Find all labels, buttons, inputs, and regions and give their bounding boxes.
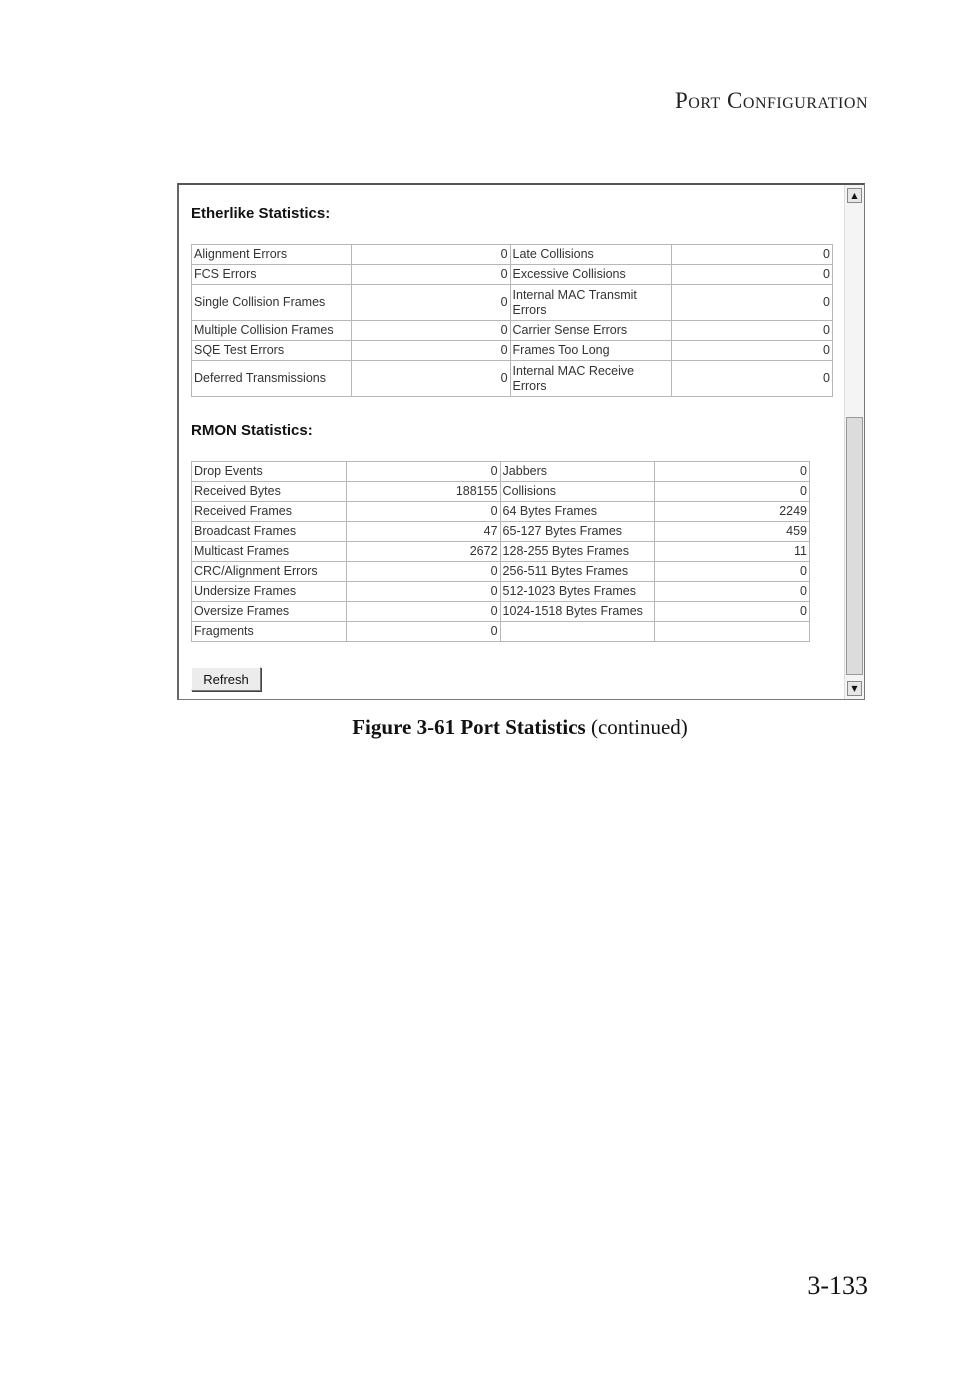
stat-label <box>500 622 655 642</box>
stat-label: Multicast Frames <box>192 542 347 562</box>
stat-label: Excessive Collisions <box>510 265 672 285</box>
stat-label: Deferred Transmissions <box>192 361 352 397</box>
page-number: 3-133 <box>807 1271 868 1300</box>
stat-value: 2249 <box>655 502 810 522</box>
stat-value: 0 <box>672 321 833 341</box>
stat-label: Received Bytes <box>192 482 347 502</box>
stat-value: 0 <box>346 462 500 482</box>
stat-label: Carrier Sense Errors <box>510 321 672 341</box>
stat-value <box>655 622 810 642</box>
stat-label: Internal MAC Transmit Errors <box>510 285 672 321</box>
statistics-content <box>191 185 842 699</box>
stat-value: 0 <box>655 482 810 502</box>
stat-value: 0 <box>346 582 500 602</box>
stat-value: 188155 <box>346 482 500 502</box>
table-row <box>192 622 810 642</box>
stat-label: 65-127 Bytes Frames <box>500 522 655 542</box>
stat-label: Single Collision Frames <box>192 285 352 321</box>
table-row <box>192 602 810 622</box>
table-row <box>192 265 833 285</box>
caption-title: Figure 3-61 Port Statistics <box>352 715 586 739</box>
stat-label: Oversize Frames <box>192 602 347 622</box>
table-row <box>192 341 833 361</box>
scroll-down-arrow-icon[interactable]: ▼ <box>847 681 862 696</box>
stat-value: 2672 <box>346 542 500 562</box>
stat-label: Broadcast Frames <box>192 522 347 542</box>
stat-value: 0 <box>346 562 500 582</box>
stat-label: 256-511 Bytes Frames <box>500 562 655 582</box>
table-row <box>192 502 810 522</box>
stat-value: 0 <box>655 602 810 622</box>
stat-value: 0 <box>351 361 510 397</box>
stat-label: Fragments <box>192 622 347 642</box>
vertical-scrollbar[interactable] <box>844 185 864 699</box>
stat-label: FCS Errors <box>192 265 352 285</box>
table-row <box>192 582 810 602</box>
stat-value: 0 <box>672 245 833 265</box>
table-row <box>192 285 833 321</box>
stat-label: Collisions <box>500 482 655 502</box>
table-row <box>192 321 833 341</box>
stat-value: 0 <box>655 462 810 482</box>
stat-value: 0 <box>672 285 833 321</box>
table-row <box>192 482 810 502</box>
stat-value: 0 <box>655 562 810 582</box>
caption-note: (continued) <box>590 715 688 739</box>
stat-label: 128-255 Bytes Frames <box>500 542 655 562</box>
stat-label: Undersize Frames <box>192 582 347 602</box>
figure-caption <box>0 715 954 740</box>
scroll-thumb[interactable] <box>846 417 863 675</box>
table-row <box>192 562 810 582</box>
stat-label: SQE Test Errors <box>192 341 352 361</box>
stat-value: 0 <box>351 285 510 321</box>
table-row <box>192 522 810 542</box>
etherlike-table <box>191 244 833 397</box>
stat-value: 0 <box>351 265 510 285</box>
etherlike-title: Etherlike Statistics: <box>191 205 331 222</box>
stat-value: 47 <box>346 522 500 542</box>
rmon-title: RMON Statistics: <box>191 422 313 439</box>
table-row <box>192 245 833 265</box>
stat-label: CRC/Alignment Errors <box>192 562 347 582</box>
stat-value: 459 <box>655 522 810 542</box>
stat-label: Multiple Collision Frames <box>192 321 352 341</box>
stat-value: 0 <box>672 341 833 361</box>
stat-value: 0 <box>351 321 510 341</box>
stat-value: 0 <box>351 341 510 361</box>
rmon-table <box>191 461 810 642</box>
stat-value: 11 <box>655 542 810 562</box>
running-head: Port Configuration <box>674 88 868 113</box>
stat-label: Frames Too Long <box>510 341 672 361</box>
stat-value: 0 <box>346 622 500 642</box>
stat-label: Jabbers <box>500 462 655 482</box>
scroll-up-arrow-icon[interactable]: ▲ <box>847 188 862 203</box>
stat-label: 64 Bytes Frames <box>500 502 655 522</box>
table-row <box>192 361 833 397</box>
stat-label: Drop Events <box>192 462 347 482</box>
browser-frame <box>177 183 865 700</box>
stat-label: Late Collisions <box>510 245 672 265</box>
stat-value: 0 <box>655 582 810 602</box>
stat-label: Received Frames <box>192 502 347 522</box>
stat-label: Internal MAC Receive Errors <box>510 361 672 397</box>
table-row <box>192 462 810 482</box>
stat-label: 1024-1518 Bytes Frames <box>500 602 655 622</box>
table-row <box>192 542 810 562</box>
stat-value: 0 <box>346 502 500 522</box>
stat-label: 512-1023 Bytes Frames <box>500 582 655 602</box>
refresh-button[interactable]: Refresh <box>191 667 261 691</box>
stat-value: 0 <box>351 245 510 265</box>
stat-value: 0 <box>672 361 833 397</box>
stat-value: 0 <box>346 602 500 622</box>
stat-label: Alignment Errors <box>192 245 352 265</box>
stat-value: 0 <box>672 265 833 285</box>
